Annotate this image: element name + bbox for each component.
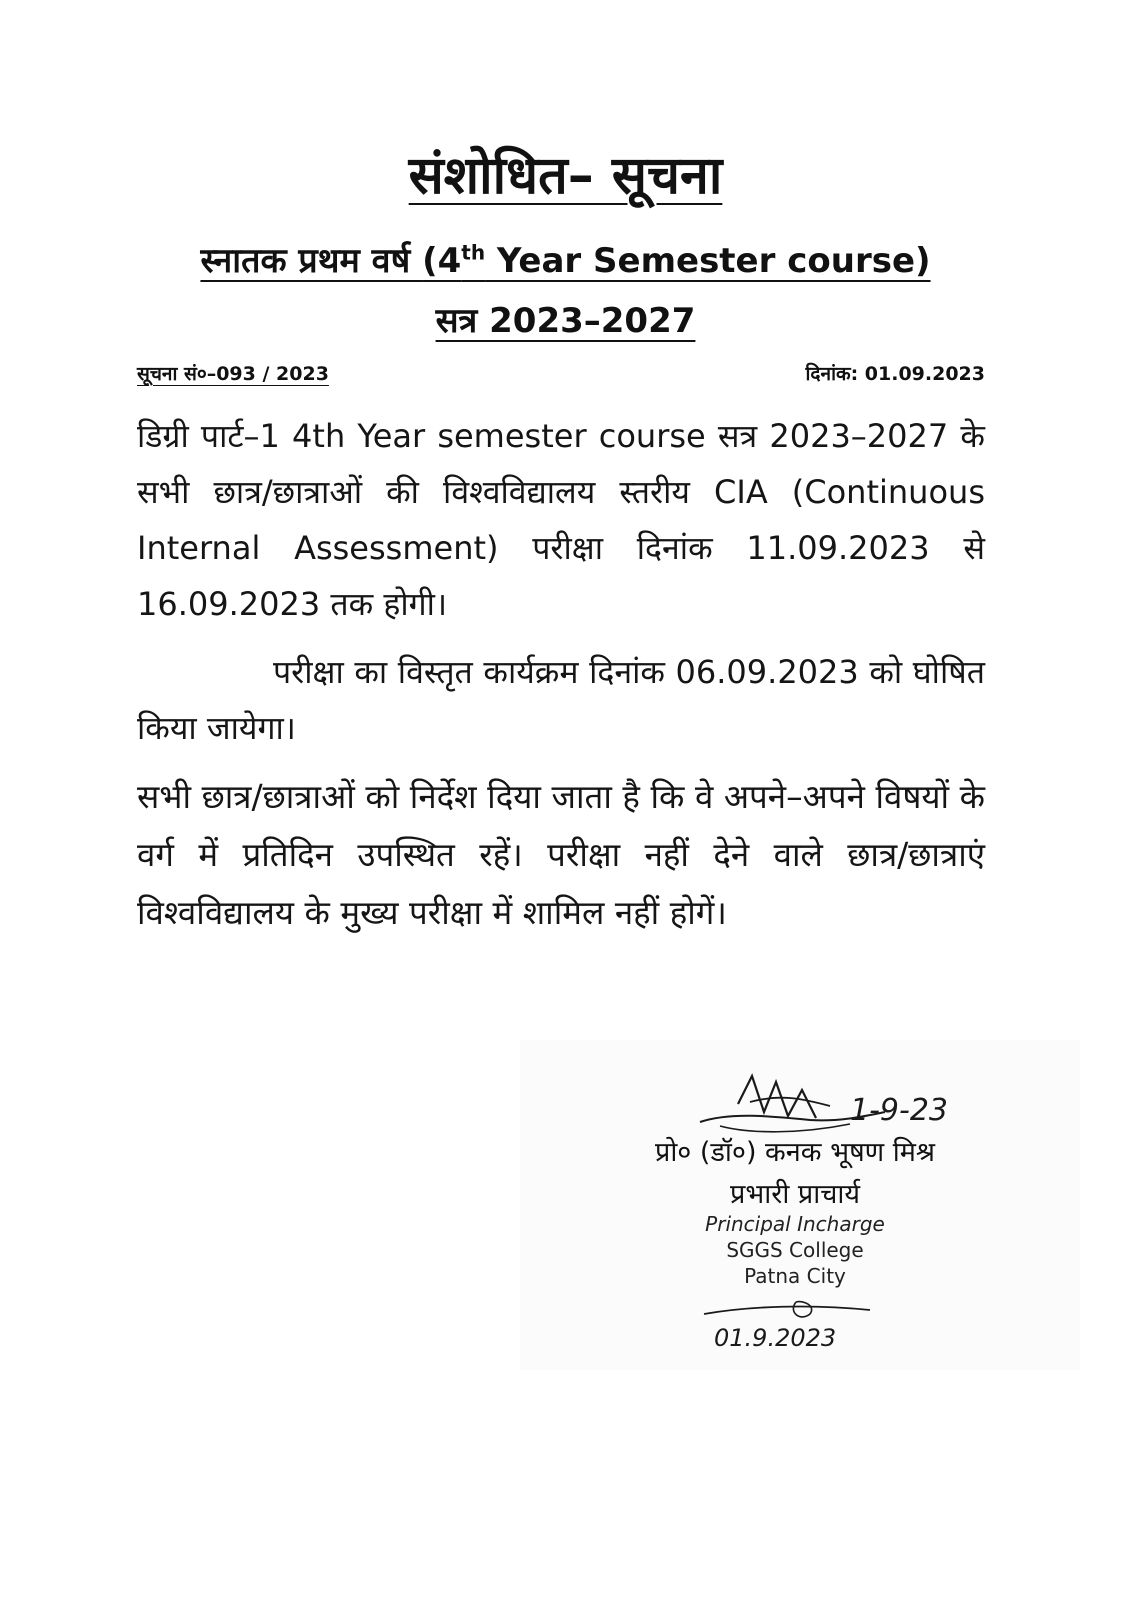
subtitle-english: Year Semester course): [485, 241, 931, 281]
notice-title: [0, 138, 1131, 209]
notice-subtitle: [0, 236, 1131, 282]
subtitle-hindi: स्नातक प्रथम वर्ष: [200, 241, 423, 281]
paragraph-attendance-instruction: सभी छात्र/छात्राओं को निर्देश दिया जाता है कि वे अपने–अपने विषयों के वर्ग में प्रतिदिन उपस्थित रहें। परीक्षा नहीं देने वाले छात्र/छात्राएं विश्वविद्यालय के मुख्य परीक्षा में शामिल नहीं होगें।: [137, 777, 985, 932]
subtitle-open: (4: [422, 241, 462, 281]
signatory-name: प्रो० (डॉ०) कनक भूषण मिश्र: [654, 1137, 936, 1168]
subtitle-text: [200, 241, 930, 281]
session-text: सत्र 2023–2027: [435, 301, 696, 341]
title-text: संशोधित– सूचना: [408, 146, 723, 206]
notice-session: [0, 296, 1131, 342]
seal-date: 01.9.2023: [714, 1324, 837, 1352]
seal-signature-image: [700, 1296, 900, 1356]
reference-number: सूचना सं०–093 / 2023: [137, 363, 329, 385]
notice-date: दिनांक: 01.09.2023: [805, 363, 985, 385]
signature-date: 1-9-23: [850, 1093, 948, 1128]
seal-line-principal: Principal Incharge: [705, 1212, 885, 1236]
seal-line-college: SGGS College: [726, 1238, 864, 1262]
paragraph-detailed-program: परीक्षा का विस्तृत कार्यक्रम दिनांक 06.09.2023 को घोषित किया जायेगा।: [137, 653, 985, 747]
signatory-designation: प्रभारी प्राचार्य: [729, 1179, 861, 1210]
subtitle-sup: th: [461, 240, 486, 265]
paragraph-exam-schedule: डिग्री पार्ट–1 4th Year semester course सत्र 2023–2027 के सभी छात्र/छात्राओं की विश्वविद्यालय स्तरीय CIA (Continuous Internal Assessment) परीक्षा दिनांक 11.09.2023 से 16.09.2023 तक होगी।: [137, 417, 985, 623]
seal-line-city: Patna City: [744, 1264, 846, 1288]
